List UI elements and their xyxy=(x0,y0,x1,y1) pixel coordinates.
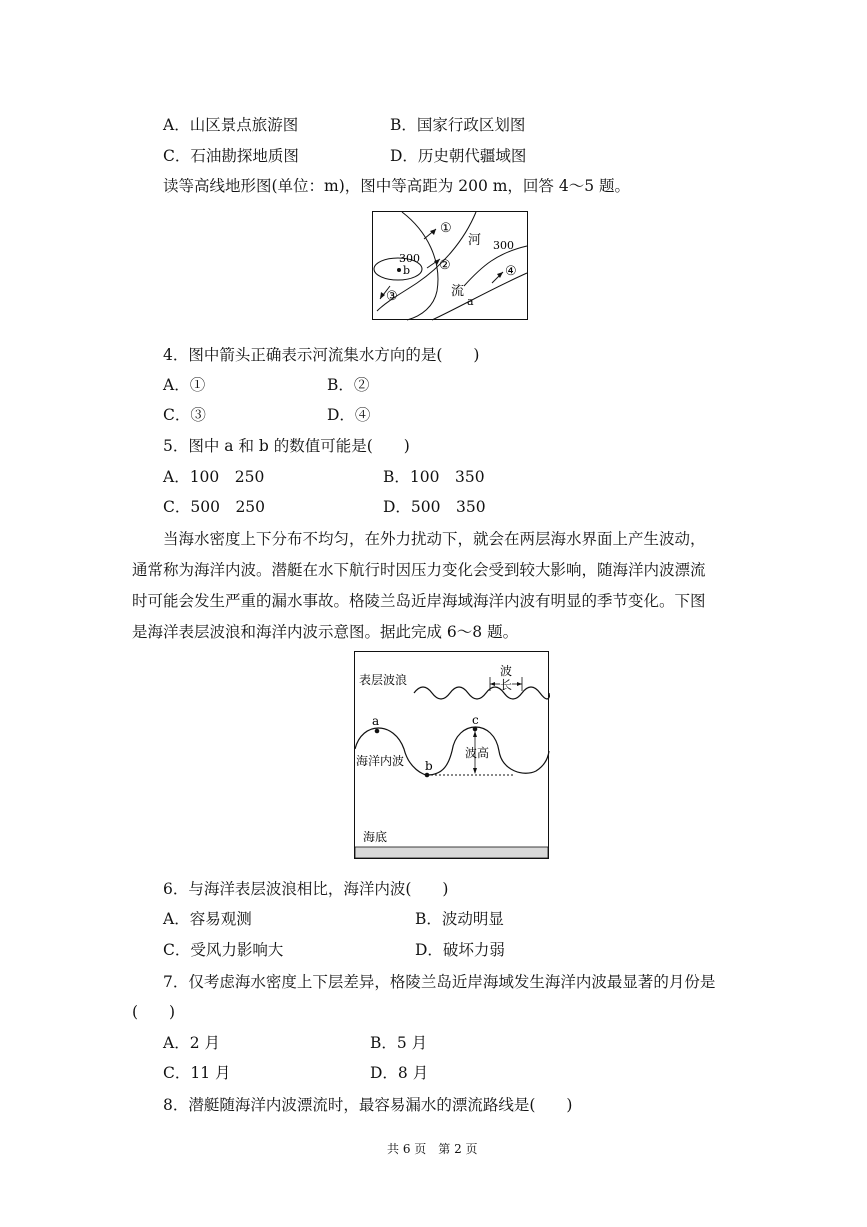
point-b-marker xyxy=(397,268,401,272)
passage-line-3: 时可能会发生严重的漏水事故。格陵兰岛近岸海域海洋内波有明显的季节变化。下图 xyxy=(132,592,706,610)
q6-option-a: A．容易观测 xyxy=(163,910,252,928)
wave-diagram xyxy=(354,651,550,860)
q6-option-b: B．波动明显 xyxy=(415,910,504,928)
label-internal-wave: 海洋内波 xyxy=(356,754,405,768)
passage-line-4: 是海洋表层波浪和海洋内波示意图。据此完成 6～8 题。 xyxy=(132,623,519,641)
label-circle-2: ② xyxy=(439,258,451,273)
q3-option-c: C．石油勘探地质图 xyxy=(163,147,299,165)
q4-option-a: A．① xyxy=(163,376,206,394)
q5-option-b: B．100 350 xyxy=(383,468,485,486)
label-point-b: b xyxy=(425,759,433,773)
q7-option-a: A．2 月 xyxy=(163,1034,220,1052)
q8-stem: 8．潜艇随海洋内波漂流时，最容易漏水的漂流路线是( ) xyxy=(163,1096,573,1114)
label-point-c: c xyxy=(472,713,479,727)
label-wavelength-2: 长 xyxy=(500,678,513,692)
q5-option-a: A．100 250 xyxy=(163,468,265,486)
passage-line-2: 通常称为海洋内波。潜艇在水下航行时因压力变化会受到较大影响，随海洋内波漂流 xyxy=(132,561,706,579)
label-surface-waves: 表层波浪 xyxy=(359,673,408,687)
q5-stem: 5．图中 a 和 b 的数值可能是( ) xyxy=(163,437,410,455)
q7-option-c: C．11 月 xyxy=(163,1064,231,1082)
q4-option-d: D．④ xyxy=(327,406,371,424)
label-circle-3: ③ xyxy=(386,289,398,304)
label-he: 河 xyxy=(468,233,482,248)
intro-4-5: 读等高线地形图(单位：m)，图中等高距为 200 m，回答 4～5 题。 xyxy=(163,177,631,195)
q3-option-a: A．山区景点旅游图 xyxy=(163,116,299,134)
label-b: b xyxy=(403,264,411,277)
q4-stem: 4．图中箭头正确表示河流集水方向的是( ) xyxy=(163,346,480,364)
point-a-marker xyxy=(375,729,380,734)
point-c-marker xyxy=(473,727,478,732)
q6-option-d: D．破坏力弱 xyxy=(415,941,505,959)
q7-stem: 7．仅考虑海水密度上下层差异，格陵兰岛近岸海域发生海洋内波最显著的月份是 xyxy=(163,973,716,991)
q7-stem-cont: ( ) xyxy=(132,1003,176,1021)
label-circle-4: ④ xyxy=(505,264,517,279)
label-sea-floor: 海底 xyxy=(363,830,388,844)
label-wavelength-1: 波 xyxy=(500,664,513,678)
label-wave-height: 波高 xyxy=(465,746,490,760)
q3-option-b: B．国家行政区划图 xyxy=(390,116,526,134)
q4-option-c: C．③ xyxy=(163,406,206,424)
q6-option-c: C．受风力影响大 xyxy=(163,941,284,959)
q5-option-c: C．500 250 xyxy=(163,498,266,516)
q5-option-d: D．500 350 xyxy=(383,498,486,516)
q7-option-b: B．5 月 xyxy=(370,1034,428,1052)
page-footer: 共 6 页 第 2 页 xyxy=(387,1142,478,1156)
q3-option-d: D．历史朝代疆域图 xyxy=(390,147,527,165)
contour-map xyxy=(372,211,529,321)
label-circle-1: ① xyxy=(440,221,452,236)
q7-option-d: D．8 月 xyxy=(370,1064,429,1082)
label-point-a: a xyxy=(372,714,380,728)
label-a: a xyxy=(467,295,474,308)
label-300-right: 300 xyxy=(493,239,514,252)
label-liu: 流 xyxy=(451,284,465,299)
q4-option-b: B．② xyxy=(327,376,370,394)
label-300-left: 300 xyxy=(399,252,420,265)
passage-line-1: 当海水密度上下分布不均匀，在外力扰动下，就会在两层海水界面上产生波动， xyxy=(163,530,706,548)
q6-stem: 6．与海洋表层波浪相比，海洋内波( ) xyxy=(163,880,449,898)
